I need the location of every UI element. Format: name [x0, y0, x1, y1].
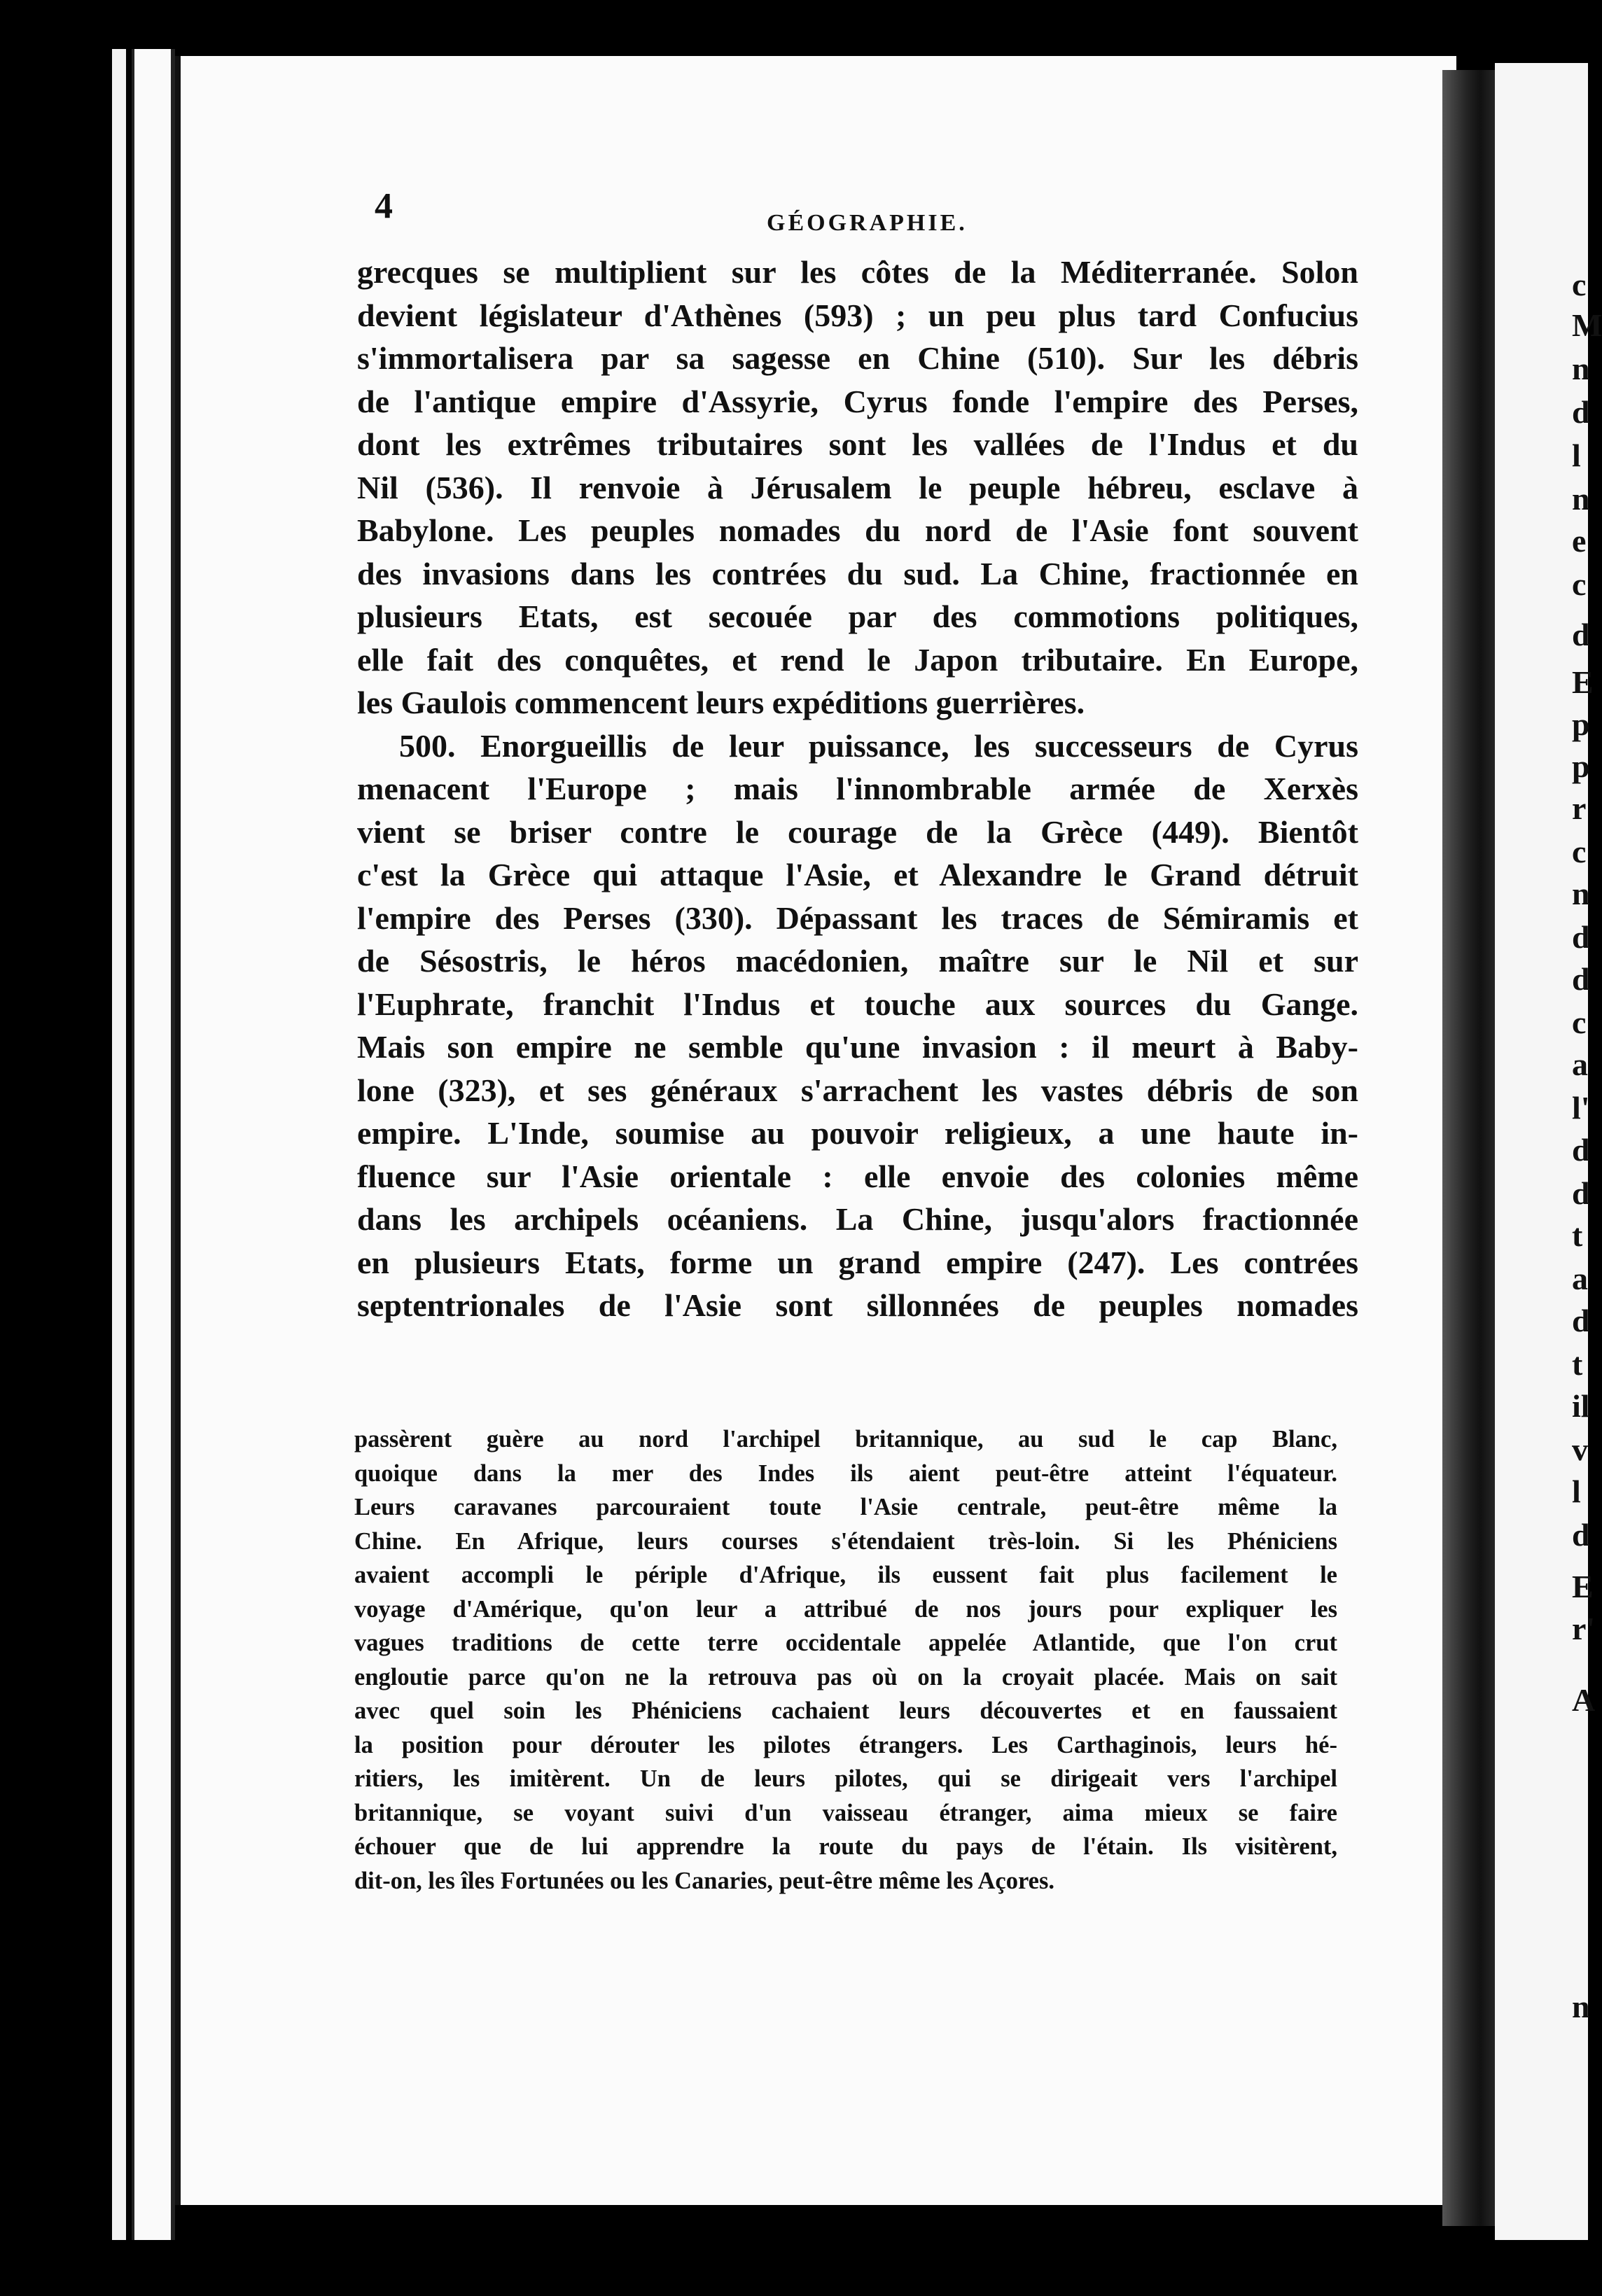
footnote-line: voyage d'Amérique, qu'on leur a attribué de nos jours pour expliquer les [354, 1595, 1337, 1623]
facing-page-letter: p [1572, 748, 1590, 784]
text-line: devient législateur d'Athènes (593) ; un peu plus tard Confucius [357, 297, 1358, 333]
facing-page-letter: n [1572, 1989, 1590, 2024]
facing-page-letter: a [1572, 1046, 1588, 1082]
facing-page-letter: l [1572, 1474, 1581, 1509]
text-line: l'Euphrate, franchit l'Indus et touche aux sources du Gange. [357, 986, 1358, 1022]
text-line: s'immortalisera par sa sagesse en Chine (510). Sur les débris [357, 340, 1358, 376]
facing-page-letter: E [1572, 664, 1594, 700]
footnote-line: passèrent guère au nord l'archipel britannique, au sud le cap Blanc, [354, 1426, 1337, 1452]
facing-page-letter: d [1572, 1132, 1590, 1168]
text-line: dont les extrêmes tributaires sont les vallées de l'Indus et du [357, 426, 1358, 462]
footnote-line: engloutie parce qu'on ne la retrouva pas où on la croyait placée. Mais on sait [354, 1663, 1337, 1690]
facing-page-letter: a [1572, 1261, 1588, 1296]
facing-page-letter: d [1572, 394, 1590, 430]
footnote-line: échouer que de lui apprendre la route du pays de l'étain. Ils visitèrent, [354, 1833, 1337, 1860]
footnote-line: la position pour dérouter les pilotes étrangers. Les Carthaginois, leurs hé- [354, 1731, 1337, 1758]
facing-page-letter: l' [1572, 1090, 1590, 1126]
text-line: de l'antique empire d'Assyrie, Cyrus fonde l'empire des Perses, [357, 383, 1358, 419]
footnote-line: britannique, se voyant suivi d'un vaisseau étranger, aima mieux se faire [354, 1799, 1337, 1826]
facing-page-letter: M [1572, 307, 1602, 343]
text-line: empire. L'Inde, soumise au pouvoir religieux, a une haute in- [357, 1115, 1358, 1151]
facing-page-letter: il [1572, 1388, 1590, 1424]
main-text [357, 251, 1358, 1327]
text-line: l'empire des Perses (330). Dépassant les traces de Sémiramis et [357, 899, 1358, 936]
book-edge [112, 49, 126, 2240]
facing-page-letter: d [1572, 961, 1590, 997]
facing-page-letter: r [1572, 790, 1587, 826]
text-line: Nil (536). Il renvoie à Jérusalem le peuple hébreu, esclave à [357, 469, 1358, 505]
facing-page-letter: c [1572, 1004, 1587, 1040]
text-line: vient se briser contre le courage de la Grèce (449). Bientôt [357, 813, 1358, 850]
previous-page-edge [132, 49, 175, 2240]
facing-page-letter: n [1572, 876, 1590, 911]
facing-page-letter: n [1572, 351, 1590, 386]
facing-page-letter: c [1572, 566, 1587, 602]
facing-page-letter: E [1572, 1569, 1594, 1604]
facing-page-letter: e [1572, 523, 1587, 559]
text-line: septentrionales de l'Asie sont sillonnées de peuples nomades [357, 1287, 1358, 1323]
facing-page-letter: p [1572, 706, 1590, 742]
running-head: GÉOGRAPHIE. [767, 210, 968, 236]
footnote-text [354, 1422, 1337, 1898]
footnote-line: vagues traditions de cette terre occidentale appelée Atlantide, que l'on crut [354, 1630, 1337, 1656]
facing-page-letter: A [1572, 1682, 1596, 1718]
facing-page-letter: d [1572, 1303, 1590, 1338]
text-line: menacent l'Europe ; mais l'innombrable armée de Xerxès [357, 771, 1358, 806]
page-number: 4 [375, 186, 393, 226]
facing-page-letter: n [1572, 481, 1590, 517]
text-line: Mais son empire ne semble qu'une invasion : il meurt à Baby- [357, 1029, 1358, 1065]
text-line: en plusieurs Etats, forme un grand empire (247). Les contrées [357, 1244, 1358, 1280]
footnote-line: quoique dans la mer des Indes ils aient peut-être atteint l'équateur. [354, 1460, 1337, 1487]
facing-page-letter: v [1572, 1432, 1588, 1467]
footnote-line: Chine. En Afrique, leurs courses s'étendaient très-loin. Si les Phéniciens [354, 1527, 1337, 1555]
text-line: plusieurs Etats, est secouée par des commotions politiques, [357, 598, 1358, 634]
facing-page-letter: c [1572, 834, 1587, 869]
text-line: grecques se multiplient sur les côtes de la Méditerranée. Solon [357, 254, 1358, 290]
text-line: fluence sur l'Asie orientale : elle envoie des colonies même [357, 1158, 1358, 1194]
scan-border [1495, 2247, 1588, 2261]
footnote-line: dit-on, les îles Fortunées ou les Canaries, peut-être même les Açores. [354, 1867, 1054, 1894]
facing-page-letter: d [1572, 617, 1590, 652]
text-line: des invasions dans les contrées du sud. La Chine, fractionnée en [357, 555, 1358, 592]
footnote-line: ritiers, les imitèrent. Un de leurs pilotes, qui se dirigeait vers l'archipel [354, 1765, 1337, 1792]
text-line: elle fait des conquêtes, et rend le Japon tributaire. En Europe, [357, 641, 1358, 678]
text-line: Babylone. Les peuples nomades du nord de l'Asie font souvent [357, 512, 1358, 548]
text-line: c'est la Grèce qui attaque l'Asie, et Alexandre le Grand détruit [357, 857, 1358, 892]
text-line: les Gaulois commencent leurs expéditions guerrières. [357, 685, 1085, 720]
facing-page-fragment [1495, 63, 1602, 2240]
facing-page-letter: c [1572, 267, 1587, 302]
text-line: lone (323), et ses généraux s'arrachent les vastes débris de son [357, 1072, 1358, 1108]
text-line: de Sésostris, le héros macédonien, maître sur le Nil et sur [357, 943, 1358, 979]
footnote-line: Leurs caravanes parcouraient toute l'Asie centrale, peut-être même la [354, 1494, 1337, 1520]
facing-page-letter: d [1572, 919, 1590, 955]
facing-page-letter: t [1572, 1346, 1583, 1382]
text-line: 500. Enorgueillis de leur puissance, les successeurs de Cyrus [399, 727, 1358, 764]
footnote-line: avaient accompli le périple d'Afrique, ils eussent fait plus facilement le [354, 1562, 1337, 1588]
facing-page-letter: t [1572, 1217, 1583, 1253]
facing-page-letter: d [1572, 1175, 1590, 1211]
text-line: dans les archipels océaniens. La Chine, jusqu'alors fractionnée [357, 1201, 1358, 1237]
facing-page-letter: d [1572, 1517, 1590, 1553]
footnote-line: avec quel soin les Phéniciens cachaient leurs découvertes et en faussaient [354, 1698, 1337, 1724]
facing-page-letter: l [1572, 438, 1581, 473]
facing-page-letter: r' [1572, 1611, 1596, 1646]
